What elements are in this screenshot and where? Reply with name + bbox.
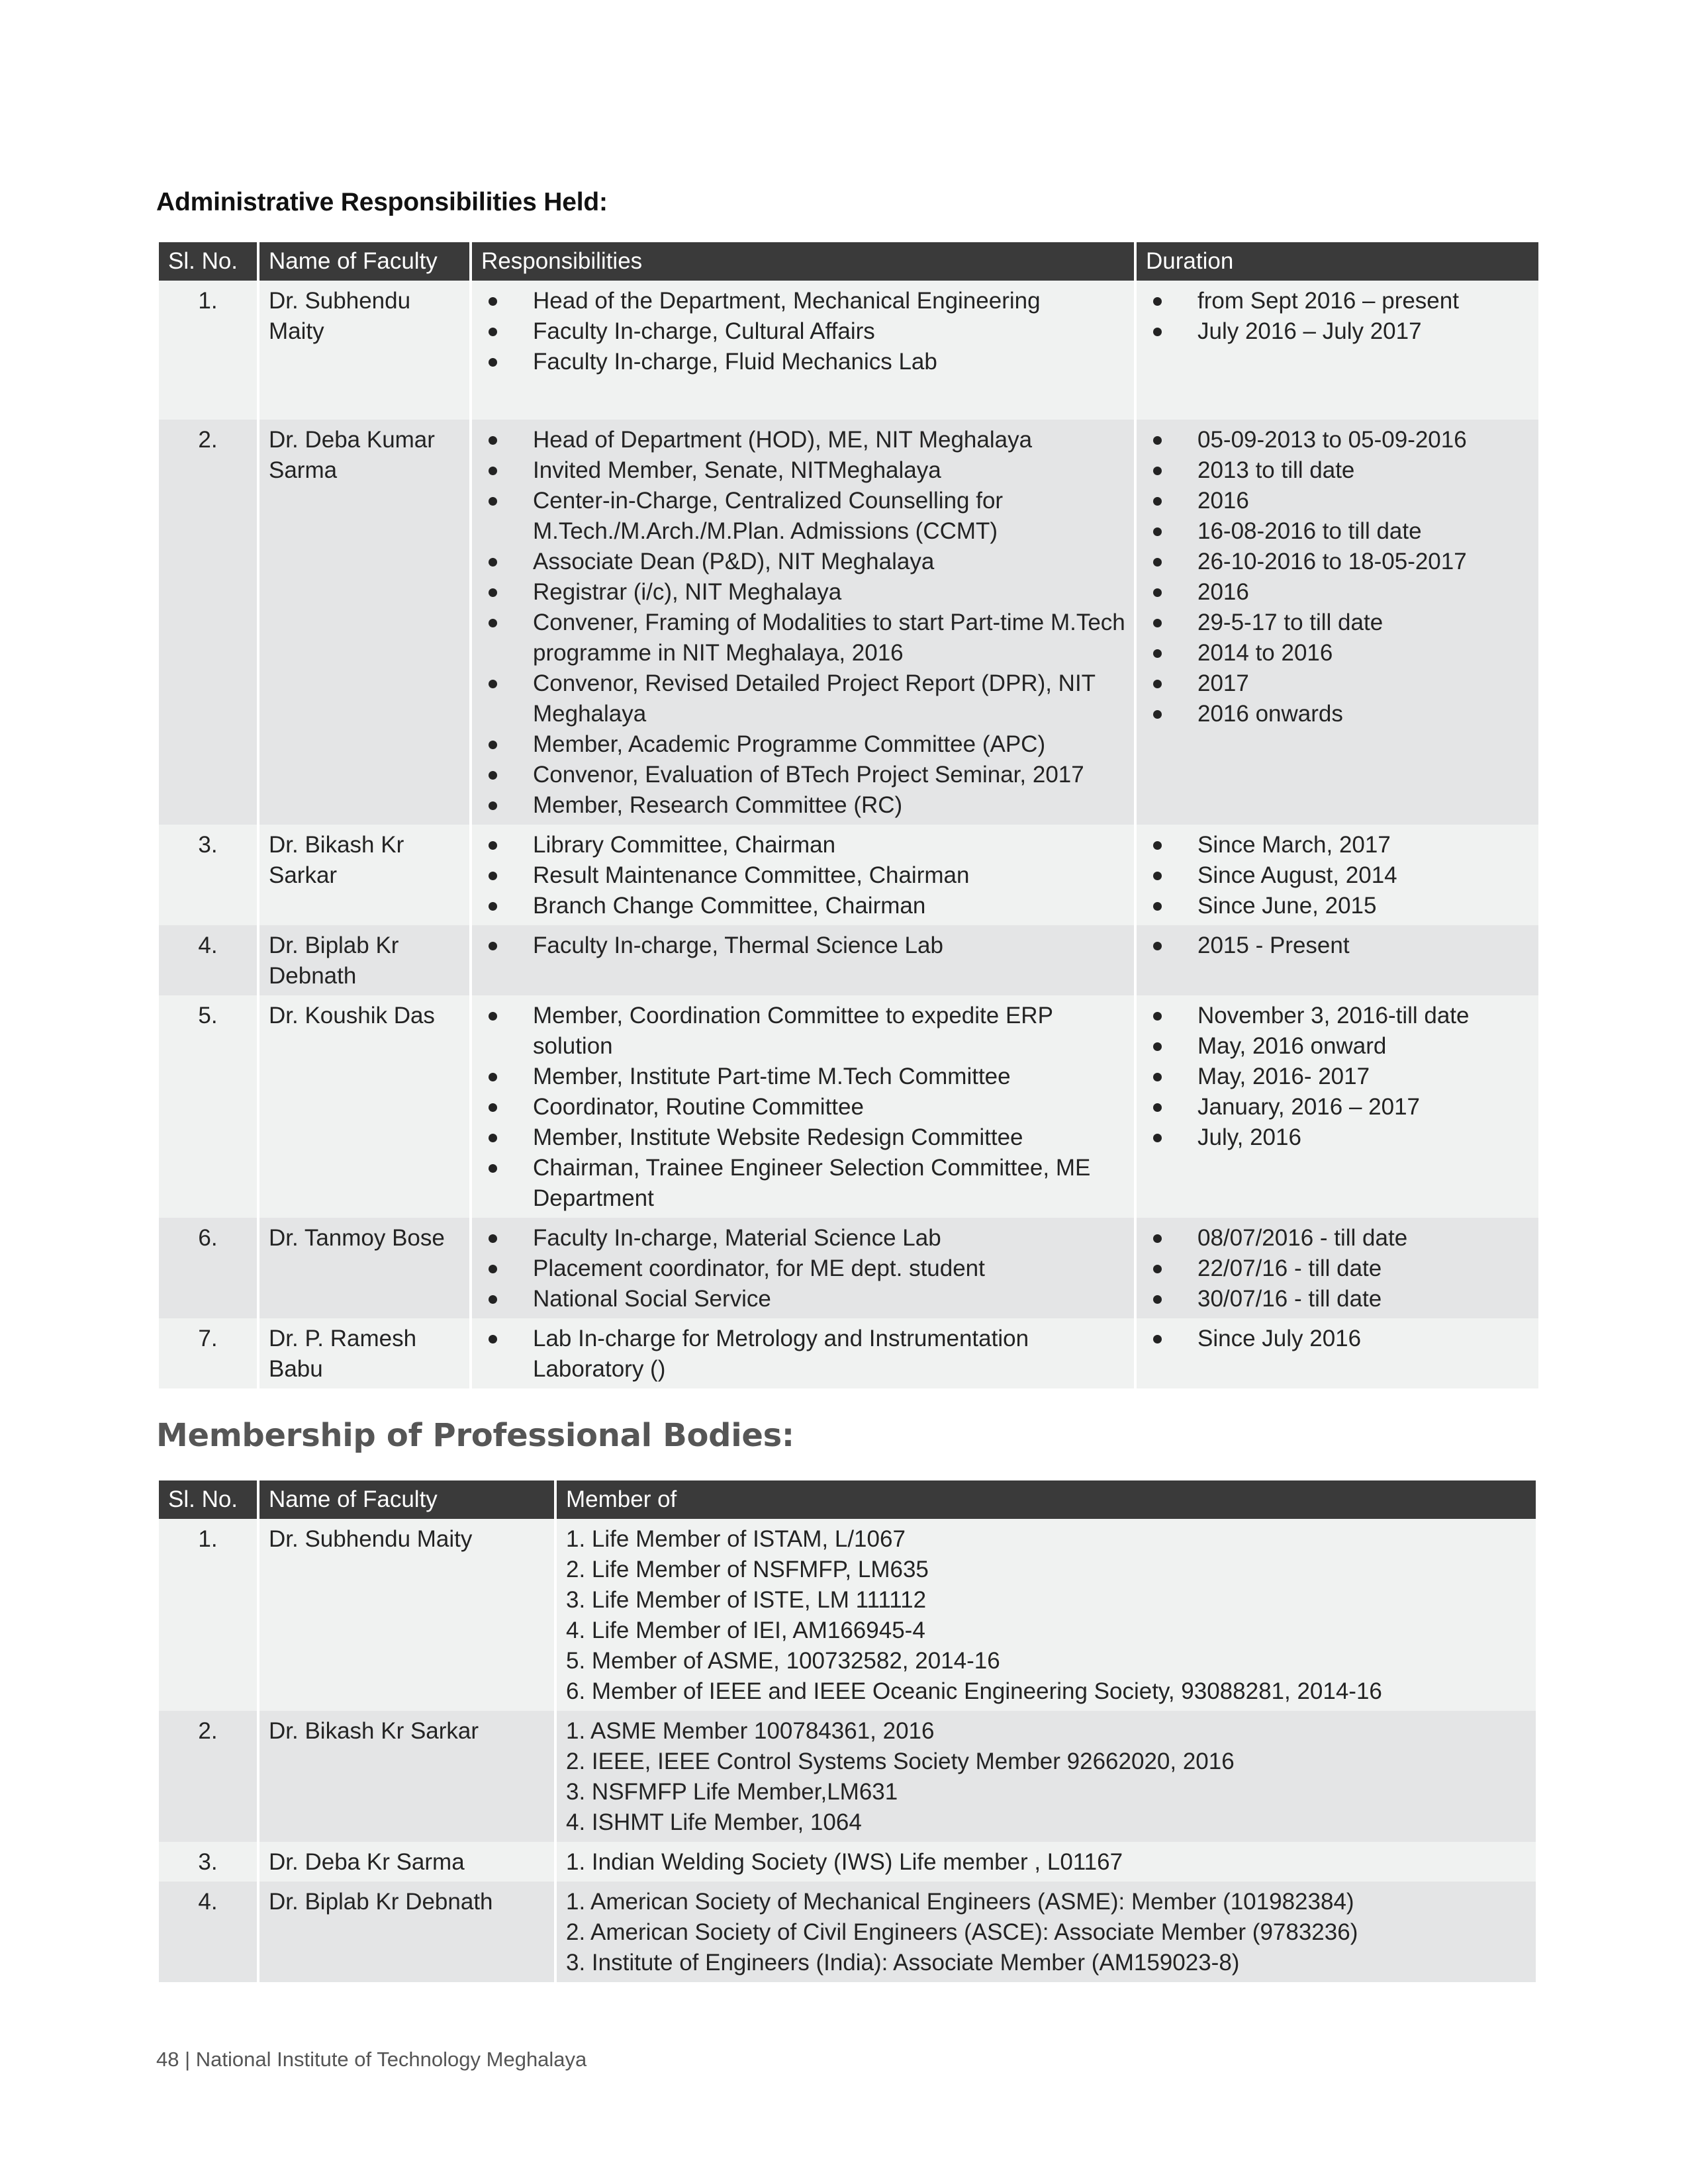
sl-no-cell: 4.: [159, 925, 257, 995]
col-header-duration: Duration: [1137, 242, 1538, 281]
list-item: 1. Indian Welding Society (IWS) Life member , L01167: [566, 1849, 1123, 1875]
col-header-member-of: Member of: [557, 1480, 1536, 1519]
list-item: 1. Life Member of ISTAM, L/1067: [566, 1526, 906, 1552]
list-item: Placement coordinator, for ME dept. student: [481, 1253, 1126, 1284]
responsibilities-cell: [472, 995, 1134, 1218]
list-item: 2013 to till date: [1146, 455, 1530, 486]
col-header-sl-no: Sl. No.: [159, 1480, 257, 1519]
list-item: Member, Research Committee (RC): [481, 790, 1126, 821]
list-item: 1. American Society of Mechanical Engineers (ASME): Member (101982384): [566, 1889, 1354, 1915]
list-item: Library Committee, Chairman: [481, 830, 1126, 860]
duration-cell: [1137, 1318, 1538, 1388]
duration-cell: [1137, 1218, 1538, 1318]
list-item: 26-10-2016 to 18-05-2017: [1146, 547, 1530, 577]
duration-cell: [1137, 281, 1538, 420]
faculty-name-cell: Dr. Deba Kumar Sarma: [259, 420, 469, 825]
list-item: 2016 onwards: [1146, 699, 1530, 729]
faculty-name-cell: Dr. Subhendu Maity: [259, 281, 469, 420]
list-item: Result Maintenance Committee, Chairman: [481, 860, 1126, 891]
membership-table: [156, 1480, 1538, 1982]
list-item: Associate Dean (P&D), NIT Meghalaya: [481, 547, 1126, 577]
list-item: 22/07/16 - till date: [1146, 1253, 1530, 1284]
sl-no-cell: 6.: [159, 1218, 257, 1318]
list-item: National Social Service: [481, 1284, 1126, 1314]
sl-no-cell: 2.: [159, 420, 257, 825]
sl-no-cell: 7.: [159, 1318, 257, 1388]
list-item: Center-in-Charge, Centralized Counselling for M.Tech./M.Arch./M.Plan. Admissions (CCMT): [481, 486, 1126, 547]
list-item: 6. Member of IEEE and IEEE Oceanic Engineering Society, 93088281, 2014-16: [566, 1678, 1382, 1704]
list-item: Member, Institute Website Redesign Committee: [481, 1122, 1126, 1153]
list-item: November 3, 2016-till date: [1146, 1001, 1530, 1031]
table-header-row: [159, 1480, 1536, 1519]
table-row: [159, 1318, 1538, 1388]
list-item: 08/07/2016 - till date: [1146, 1223, 1530, 1253]
list-item: 3. Institute of Engineers (India): Associate Member (AM159023-8): [566, 1950, 1240, 1976]
responsibilities-cell: [472, 1218, 1134, 1318]
list-item: Lab In-charge for Metrology and Instrumentation Laboratory (): [481, 1324, 1126, 1385]
list-item: Since August, 2014: [1146, 860, 1530, 891]
faculty-name-cell: Dr. Biplab Kr Debnath: [259, 925, 469, 995]
page-footer: 48 | National Institute of Technology Meghalaya: [156, 2048, 587, 2071]
list-item: 05-09-2013 to 05-09-2016: [1146, 425, 1530, 455]
list-item: Chairman, Trainee Engineer Selection Committee, ME Department: [481, 1153, 1126, 1214]
duration-cell: [1137, 420, 1538, 825]
list-item: 30/07/16 - till date: [1146, 1284, 1530, 1314]
list-item: Member, Academic Programme Committee (APC): [481, 729, 1126, 760]
list-item: 2015 - Present: [1146, 931, 1530, 961]
list-item: 5. Member of ASME, 100732582, 2014-16: [566, 1648, 1000, 1674]
list-item: Faculty In-charge, Thermal Science Lab: [481, 931, 1126, 961]
list-item: 2014 to 2016: [1146, 638, 1530, 668]
list-item: Since June, 2015: [1146, 891, 1530, 921]
duration-cell: [1137, 995, 1538, 1218]
list-item: Since March, 2017: [1146, 830, 1530, 860]
table-row: [159, 420, 1538, 825]
duration-cell: [1137, 925, 1538, 995]
faculty-name-cell: Dr. Subhendu Maity: [259, 1519, 554, 1711]
col-header-sl-no: Sl. No.: [159, 242, 257, 281]
list-item: 2. IEEE, IEEE Control Systems Society Member 92662020, 2016: [566, 1749, 1235, 1774]
list-item: Convener, Framing of Modalities to start Part-time M.Tech programme in NIT Meghalaya, 2016: [481, 608, 1126, 668]
list-item: 16-08-2016 to till date: [1146, 516, 1530, 547]
table-row: [159, 995, 1538, 1218]
faculty-name-cell: Dr. Biplab Kr Debnath: [259, 1882, 554, 1982]
col-header-name: Name of Faculty: [259, 242, 469, 281]
table-header-row: [159, 242, 1538, 281]
list-item: Convenor, Evaluation of BTech Project Seminar, 2017: [481, 760, 1126, 790]
list-item: Faculty In-charge, Cultural Affairs: [481, 316, 1126, 347]
list-item: Head of the Department, Mechanical Engineering: [481, 286, 1126, 316]
list-item: 2017: [1146, 668, 1530, 699]
faculty-name-cell: Dr. Tanmoy Bose: [259, 1218, 469, 1318]
list-item: Member, Coordination Committee to expedite ERP solution: [481, 1001, 1126, 1062]
faculty-name-cell: Dr. Bikash Kr Sarkar: [259, 1711, 554, 1842]
list-item: July, 2016: [1146, 1122, 1530, 1153]
sl-no-cell: 4.: [159, 1882, 257, 1982]
list-item: 3. Life Member of ISTE, LM 111112: [566, 1587, 927, 1613]
responsibilities-cell: [472, 925, 1134, 995]
duration-cell: [1137, 825, 1538, 925]
table-row: [159, 1711, 1536, 1842]
list-item: Member, Institute Part-time M.Tech Committee: [481, 1062, 1126, 1092]
list-item: Faculty In-charge, Fluid Mechanics Lab: [481, 347, 1126, 377]
list-item: Invited Member, Senate, NITMeghalaya: [481, 455, 1126, 486]
member-of-cell: [557, 1842, 1536, 1882]
responsibilities-cell: [472, 420, 1134, 825]
sl-no-cell: 1.: [159, 281, 257, 420]
table-row: [159, 1842, 1536, 1882]
list-item: 29-5-17 to till date: [1146, 608, 1530, 638]
list-item: 2016: [1146, 577, 1530, 608]
sl-no-cell: 3.: [159, 1842, 257, 1882]
list-item: 2016: [1146, 486, 1530, 516]
list-item: 2. Life Member of NSFMFP, LM635: [566, 1557, 929, 1582]
col-header-responsibilities: Responsibilities: [472, 242, 1134, 281]
list-item: January, 2016 – 2017: [1146, 1092, 1530, 1122]
member-of-cell: [557, 1711, 1536, 1842]
admin-section-heading: Administrative Responsibilities Held:: [156, 188, 608, 216]
responsibilities-cell: [472, 825, 1134, 925]
list-item: from Sept 2016 – present: [1146, 286, 1530, 316]
member-of-cell: [557, 1882, 1536, 1982]
list-item: Registrar (i/c), NIT Meghalaya: [481, 577, 1126, 608]
faculty-name-cell: Dr. Koushik Das: [259, 995, 469, 1218]
sl-no-cell: 1.: [159, 1519, 257, 1711]
list-item: Branch Change Committee, Chairman: [481, 891, 1126, 921]
table-row: [159, 925, 1538, 995]
table-row: [159, 1519, 1536, 1711]
member-of-cell: [557, 1519, 1536, 1711]
list-item: 4. Life Member of IEI, AM166945-4: [566, 1617, 925, 1643]
list-item: 1. ASME Member 100784361, 2016: [566, 1718, 935, 1744]
table-row: [159, 825, 1538, 925]
membership-section-heading: Membership of Professional Bodies:: [156, 1417, 794, 1454]
list-item: Head of Department (HOD), ME, NIT Meghalaya: [481, 425, 1126, 455]
sl-no-cell: 5.: [159, 995, 257, 1218]
faculty-name-cell: Dr. P. Ramesh Babu: [259, 1318, 469, 1388]
col-header-name: Name of Faculty: [259, 1480, 554, 1519]
sl-no-cell: 2.: [159, 1711, 257, 1842]
sl-no-cell: 3.: [159, 825, 257, 925]
list-item: May, 2016- 2017: [1146, 1062, 1530, 1092]
faculty-name-cell: Dr. Deba Kr Sarma: [259, 1842, 554, 1882]
responsibilities-cell: [472, 1318, 1134, 1388]
table-row: [159, 1882, 1536, 1982]
admin-responsibilities-table: [156, 242, 1541, 1388]
list-item: Faculty In-charge, Material Science Lab: [481, 1223, 1126, 1253]
list-item: May, 2016 onward: [1146, 1031, 1530, 1062]
list-item: Convenor, Revised Detailed Project Report (DPR), NIT Meghalaya: [481, 668, 1126, 729]
list-item: July 2016 – July 2017: [1146, 316, 1530, 347]
list-item: Coordinator, Routine Committee: [481, 1092, 1126, 1122]
table-row: [159, 1218, 1538, 1318]
list-item: 4. ISHMT Life Member, 1064: [566, 1809, 862, 1835]
list-item: 3. NSFMFP Life Member,LM631: [566, 1779, 898, 1805]
responsibilities-cell: [472, 281, 1134, 420]
list-item: Since July 2016: [1146, 1324, 1530, 1354]
list-item: 2. American Society of Civil Engineers (ASCE): Associate Member (9783236): [566, 1919, 1358, 1945]
table-row: [159, 281, 1538, 420]
faculty-name-cell: Dr. Bikash Kr Sarkar: [259, 825, 469, 925]
